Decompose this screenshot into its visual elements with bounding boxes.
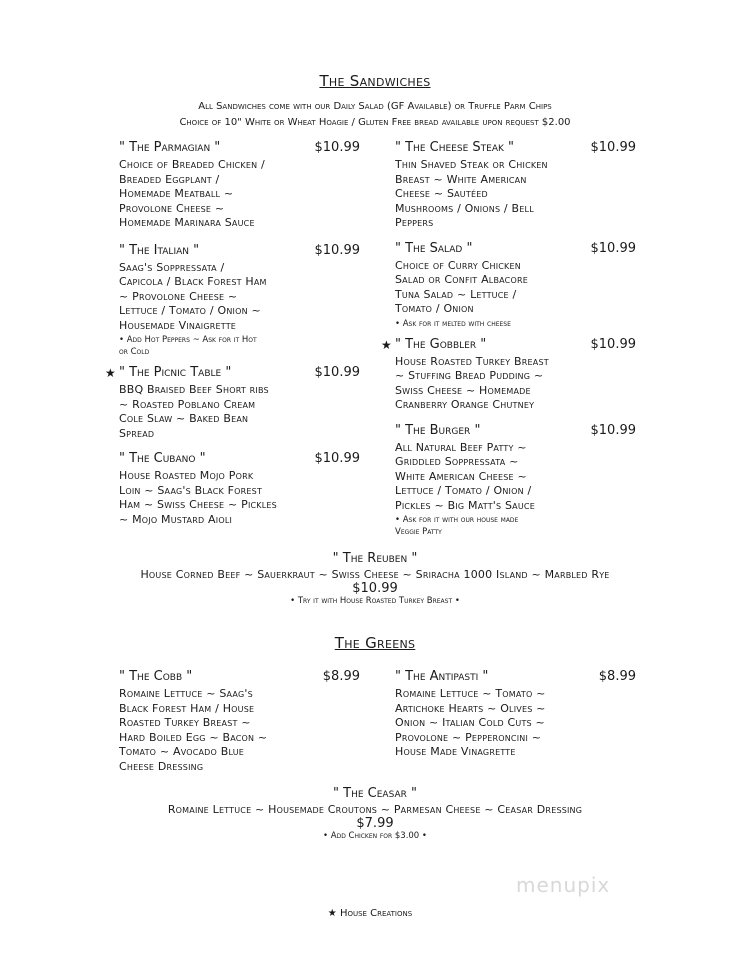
menu-item-reuben	[0, 551, 750, 606]
sandwiches-left-column	[105, 140, 360, 527]
greens-right-column	[381, 669, 636, 760]
description-line: Provolone ~ Pepperoncini ~	[395, 730, 542, 744]
description-line: Homemade Meatball ~	[119, 187, 234, 200]
note-line: • Ask for it with our house made	[395, 515, 519, 525]
item-note	[105, 334, 360, 358]
item-name: " The Reuben "	[332, 551, 418, 566]
description-line: Provolone Cheese ~	[119, 201, 225, 215]
greens-left-column	[105, 669, 360, 774]
description-line: Housemade Vinaigrette	[119, 318, 237, 332]
description-line: Romaine Lettuce ~ Saag's	[119, 687, 253, 700]
item-description	[381, 355, 636, 413]
item-description	[381, 158, 636, 231]
item-name: " The Ceasar "	[333, 786, 417, 801]
menu-item	[381, 669, 636, 760]
house-creations-legend: ★ House Creations	[327, 908, 413, 919]
item-name: " The Picnic Table "	[119, 365, 232, 380]
item-name: " The Cheese Steak "	[395, 140, 514, 155]
description-line: Onion ~ Italian Cold Cuts ~	[395, 716, 545, 729]
item-name: " The Cobb "	[119, 669, 193, 684]
item-name: " The Cubano "	[119, 451, 206, 466]
description-line: Homemade Marinara Sauce	[119, 216, 255, 229]
item-header	[381, 337, 636, 355]
description-line: Pickles ~ Big Matt's Sauce	[395, 498, 535, 512]
item-price: $8.99	[322, 669, 360, 684]
menu-item	[381, 140, 636, 231]
description-line: White American Cheese ~	[395, 469, 527, 483]
menu-item	[105, 243, 360, 359]
item-description	[381, 441, 636, 514]
description-line: Swiss Cheese ~ Homemade	[395, 383, 531, 397]
star-icon: ★	[381, 337, 392, 352]
description-line: Cheese Dressing	[119, 759, 204, 773]
menu-item	[381, 241, 636, 330]
item-header	[105, 365, 360, 383]
description-line: Roasted Turkey Breast ~	[119, 716, 251, 729]
description-line: Romaine Lettuce ~ Tomato ~	[395, 687, 546, 700]
description-line: Cheese ~ Sautéed	[395, 187, 488, 200]
item-name: " The Burger "	[395, 422, 481, 438]
item-price: $10.99	[590, 140, 636, 155]
description-line: Ham ~ Swiss Cheese ~ Pickles	[119, 498, 277, 511]
item-name: " The Gobbler "	[395, 336, 487, 352]
description-line: ~ Stuffing Bread Pudding ~	[395, 369, 544, 382]
item-price: $10.99	[314, 242, 360, 258]
item-header	[381, 241, 636, 259]
description-line: ~ Provolone Cheese ~	[119, 289, 238, 303]
description-line: Lettuce / Tomato / Onion /	[395, 484, 532, 497]
description-line: Salad or Confit Albacore	[395, 273, 528, 286]
description-line: Mushrooms / Onions / Bell	[395, 201, 534, 215]
item-header	[381, 669, 636, 687]
item-name: " The Salad "	[395, 240, 473, 256]
item-description	[381, 259, 636, 317]
item-price: $10.99	[314, 140, 360, 155]
item-price: $10.99	[314, 365, 360, 380]
description-line: Tomato / Onion	[395, 302, 474, 315]
item-description: House Corned Beef ~ Sauerkraut ~ Swiss Cheese ~ Sriracha 1000 Island ~ Marbled Rye	[140, 568, 610, 581]
sandwiches-note-bread: Choice of 10" White or Wheat Hoagie / Gluten Free bread available upon request $2.00	[179, 117, 571, 128]
description-line: House Roasted Mojo Pork	[119, 469, 254, 482]
item-header	[105, 669, 360, 687]
item-description	[105, 469, 360, 527]
item-name: " The Italian "	[119, 242, 200, 258]
description-line: Lettuce / Tomato / Onion ~	[119, 304, 261, 317]
description-line: Tomato ~ Avocado Blue	[119, 745, 245, 758]
item-price: $7.99	[356, 816, 394, 831]
description-line: ~ Roasted Poblano Cream	[119, 397, 256, 411]
menu-item	[105, 140, 360, 231]
description-line: Black Forest Ham / House	[119, 701, 255, 715]
sandwiches-right-column	[381, 140, 636, 538]
menu-item	[381, 337, 636, 413]
item-note	[381, 514, 636, 538]
note-line: Veggie Patty	[395, 527, 442, 537]
description-line: BBQ Braised Beef Short ribs	[119, 383, 269, 396]
description-line: All Natural Beef Patty ~	[395, 440, 527, 454]
item-header	[381, 423, 636, 441]
sandwiches-note-sides: All Sandwiches come with our Daily Salad (GF Available) or Truffle Parm Chips	[198, 101, 552, 112]
menu-item-ceasar	[0, 786, 750, 841]
menu-item	[381, 423, 636, 539]
item-note: • Add Chicken for $3.00 •	[323, 831, 427, 841]
item-name: " The Antipasti "	[395, 669, 489, 684]
item-description: Romaine Lettuce ~ Housemade Croutons ~ Parmesan Cheese ~ Ceasar Dressing	[167, 803, 583, 816]
item-description	[381, 687, 636, 760]
item-header	[105, 451, 360, 469]
item-price: $10.99	[590, 422, 636, 438]
description-line: Saag's Soppressata /	[119, 260, 225, 274]
description-line: Capicola / Black Forest Ham	[119, 275, 267, 288]
item-note: • Try it with House Roasted Turkey Breast •	[290, 596, 460, 606]
description-line: Breaded Eggplant /	[119, 172, 220, 186]
item-header	[381, 140, 636, 158]
item-price: $10.99	[314, 451, 360, 466]
menu-item	[105, 365, 360, 441]
description-line: Artichoke Hearts ~ Olives ~	[395, 701, 546, 715]
description-line: ~ Mojo Mustard Aioli	[119, 512, 233, 526]
description-line: Spread	[119, 426, 155, 440]
note-line: • Add Hot Peppers ~ Ask for it Hot	[119, 335, 257, 345]
description-line: Choice of Curry Chicken	[395, 258, 521, 272]
description-line: Tuna Salad ~ Lettuce /	[395, 287, 517, 301]
item-description	[105, 687, 360, 774]
menu-item	[105, 669, 360, 774]
menu-item	[105, 451, 360, 527]
note-line: or Cold	[119, 347, 150, 357]
item-header	[105, 243, 360, 261]
item-name: " The Parmagian "	[119, 140, 221, 155]
item-note	[381, 318, 636, 330]
sandwiches-title: The Sandwiches	[319, 72, 431, 90]
description-line: Griddled Soppressata ~	[395, 455, 519, 468]
greens-title: The Greens	[334, 634, 416, 652]
note-line: • Ask for it melted with cheese	[395, 318, 511, 329]
item-header	[105, 140, 360, 158]
item-price: $8.99	[598, 669, 636, 684]
star-icon: ★	[105, 366, 116, 380]
description-line: Cranberry Orange Chutney	[395, 398, 535, 411]
item-price: $10.99	[590, 336, 636, 352]
item-description	[105, 158, 360, 231]
menupix-watermark: menupix	[516, 873, 611, 897]
item-price: $10.99	[590, 240, 636, 256]
description-line: House Roasted Turkey Breast	[395, 354, 549, 368]
description-line: Choice of Breaded Chicken /	[119, 158, 265, 171]
description-line: Breast ~ White American	[395, 172, 527, 186]
description-line: Loin ~ Saag's Black Forest	[119, 483, 263, 497]
item-description	[105, 383, 360, 441]
item-description	[105, 261, 360, 334]
description-line: House Made Vinagrette	[395, 745, 516, 758]
description-line: Hard Boiled Egg ~ Bacon ~	[119, 730, 268, 744]
description-line: Cole Slaw ~ Baked Bean	[119, 412, 249, 425]
item-price: $10.99	[352, 581, 398, 596]
description-line: Peppers	[395, 216, 434, 229]
description-line: Thin Shaved Steak or Chicken	[395, 158, 548, 171]
